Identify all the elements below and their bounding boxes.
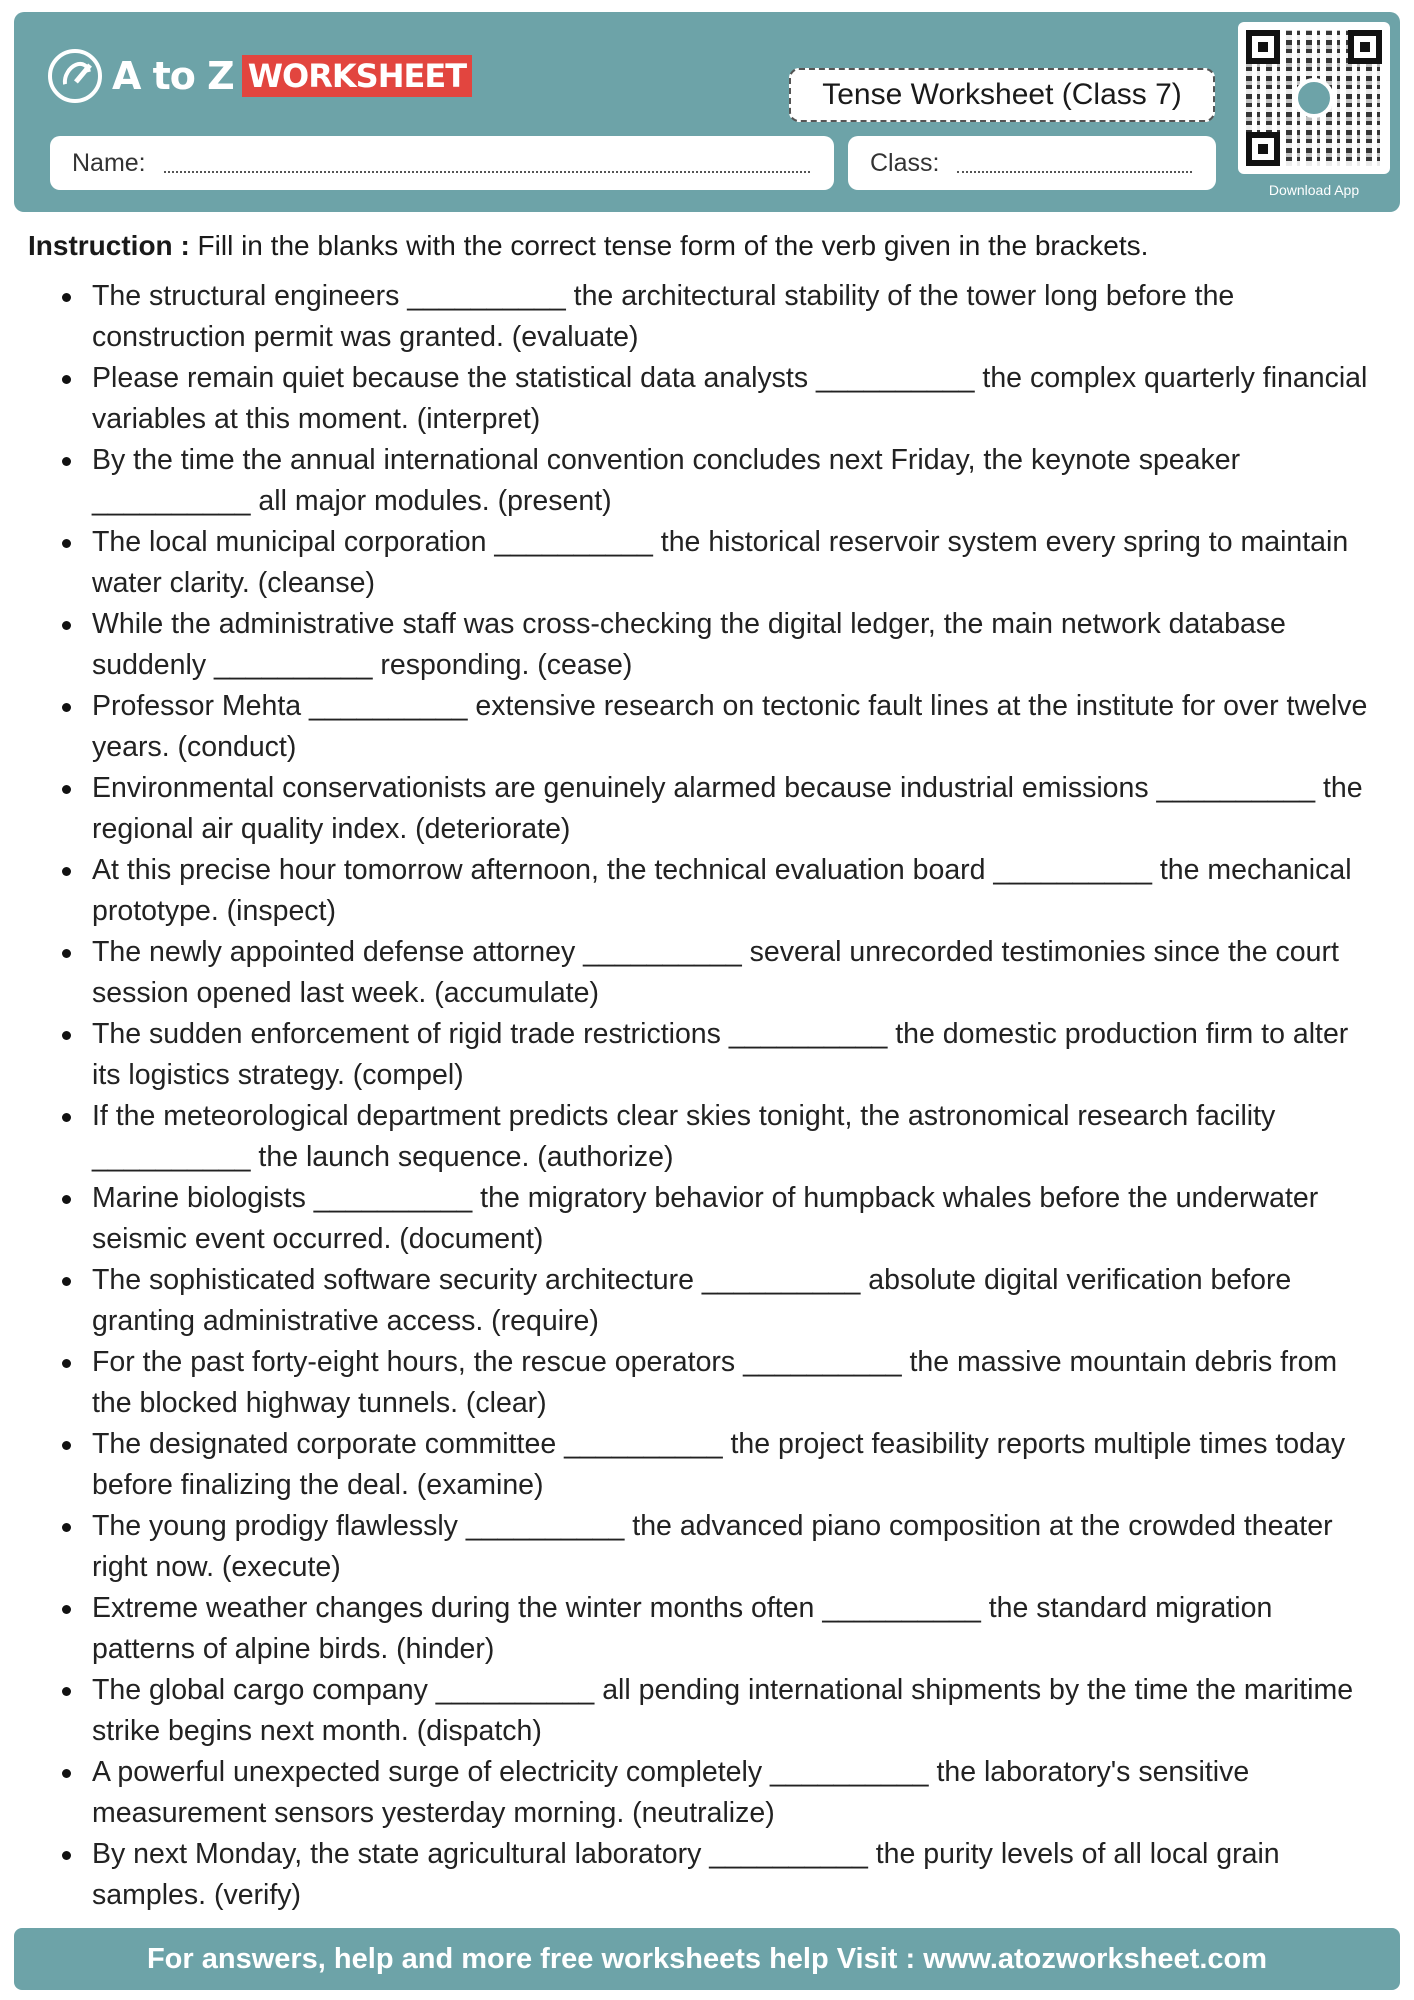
- class-field[interactable]: [848, 136, 1216, 190]
- question-item: While the administrative staff was cross-checking the digital ledger, the main network database suddenly __________ responding. (cease): [38, 604, 1378, 686]
- instruction: [28, 230, 1148, 262]
- qr-center-logo-icon: [1294, 78, 1334, 118]
- footer-banner[interactable]: For answers, help and more free worksheets help Visit : www.atozworksheet.com: [14, 1928, 1400, 1990]
- question-item: The sudden enforcement of rigid trade restrictions __________ the domestic production firm to alter its logistics strategy. (compel): [38, 1014, 1378, 1096]
- qr-code-icon[interactable]: [1238, 22, 1390, 174]
- name-dotted-line: [164, 171, 810, 173]
- logo-badge: WORKSHEET: [242, 55, 472, 97]
- instruction-label: Instruction :: [28, 230, 190, 261]
- worksheet-title: Tense Worksheet (Class 7): [789, 68, 1215, 122]
- question-item: If the meteorological department predicts clear skies tonight, the astronomical research facility __________ the launch sequence. (authorize): [38, 1096, 1378, 1178]
- logo-text: A to Z: [112, 54, 234, 98]
- name-field[interactable]: [50, 136, 834, 190]
- question-item: Extreme weather changes during the winter months often __________ the standard migration patterns of alpine birds. (hinder): [38, 1588, 1378, 1670]
- download-app-caption[interactable]: Download App: [1268, 182, 1360, 198]
- question-item: By next Monday, the state agricultural laboratory __________ the purity levels of all local grain samples. (verify): [38, 1834, 1378, 1916]
- question-item: Environmental conservationists are genuinely alarmed because industrial emissions __________ the regional air quality index. (deteriorate): [38, 768, 1378, 850]
- question-list: [38, 276, 1378, 1916]
- question-item: For the past forty-eight hours, the rescue operators __________ the massive mountain debris from the blocked highway tunnels. (clear): [38, 1342, 1378, 1424]
- qr-finder-top-right: [1348, 30, 1382, 64]
- question-item: The sophisticated software security architecture __________ absolute digital verification before granting administrative access. (require): [38, 1260, 1378, 1342]
- class-dotted-line: [957, 171, 1192, 173]
- question-item: The young prodigy flawlessly __________ the advanced piano composition at the crowded theater right now. (execute): [38, 1506, 1378, 1588]
- question-item: Please remain quiet because the statistical data analysts __________ the complex quarterly financial variables at this moment. (interpret): [38, 358, 1378, 440]
- question-item: The structural engineers __________ the architectural stability of the tower long before the construction permit was granted. (evaluate): [38, 276, 1378, 358]
- question-item: The designated corporate committee __________ the project feasibility reports multiple times today before finalizing the deal. (examine): [38, 1424, 1378, 1506]
- name-label: Name:: [72, 148, 146, 177]
- class-label: Class:: [870, 148, 940, 177]
- instruction-text: Fill in the blanks with the correct tense form of the verb given in the brackets.: [189, 230, 1149, 261]
- question-item: Marine biologists __________ the migratory behavior of humpback whales before the underwater seismic event occurred. (document): [38, 1178, 1378, 1260]
- qr-finder-bottom-left: [1246, 132, 1280, 166]
- question-item: At this precise hour tomorrow afternoon, the technical evaluation board __________ the mechanical prototype. (inspect): [38, 850, 1378, 932]
- worksheet-header: [14, 12, 1400, 212]
- question-item: Professor Mehta __________ extensive research on tectonic fault lines at the institute for over twelve years. (conduct): [38, 686, 1378, 768]
- question-item: A powerful unexpected surge of electricity completely __________ the laboratory's sensitive measurement sensors yesterday morning. (neutralize): [38, 1752, 1378, 1834]
- question-item: The global cargo company __________ all pending international shipments by the time the maritime strike begins next month. (dispatch): [38, 1670, 1378, 1752]
- question-item: By the time the annual international convention concludes next Friday, the keynote speaker __________ all major modules. (present): [38, 440, 1378, 522]
- pen-logo-icon: [48, 49, 102, 103]
- question-item: The local municipal corporation __________ the historical reservoir system every spring to maintain water clarity. (cleanse): [38, 522, 1378, 604]
- qr-finder-top-left: [1246, 30, 1280, 64]
- site-logo[interactable]: [48, 46, 472, 106]
- question-item: The newly appointed defense attorney __________ several unrecorded testimonies since the court session opened last week. (accumulate): [38, 932, 1378, 1014]
